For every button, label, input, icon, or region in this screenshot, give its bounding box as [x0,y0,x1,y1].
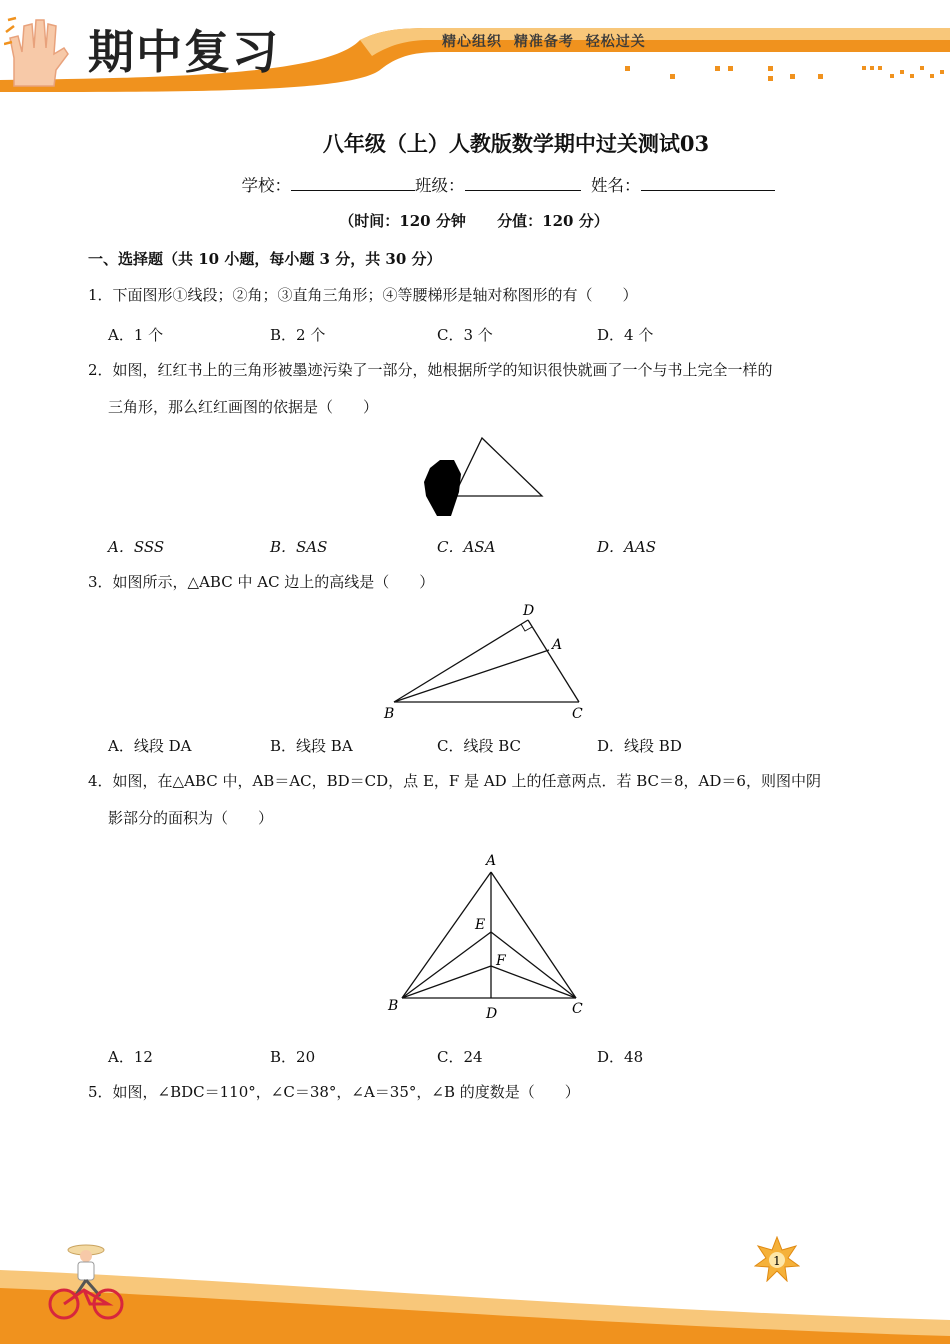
ink-stained-triangle-figure [420,432,550,524]
question-text: 如图，∠BDC＝110°，∠C＝38°，∠A＝35°，∠B 的度数是（ ） [112,1083,580,1101]
q2-option-d: D．AAS [597,538,656,556]
question-text: 如图，在△ABC 中，AB＝AC，BD＝CD，点 E，F 是 AD 上的任意两点．若 BC＝8，AD＝6，则图中阴 [112,772,821,790]
q3-option-a: A．线段 DA [108,737,192,755]
question-number: 3． [88,573,113,591]
document-title: 八年级（上）人教版数学期中过关测试03 [322,131,710,156]
question-3 [88,573,434,591]
q4-option-b: B．20 [270,1048,316,1066]
label-c: C [572,706,583,722]
question-text: 如图，红红书上的三角形被墨迹污染了一部分，她根据所学的知识很快就画了一个与书上完全一样的 [112,361,773,379]
class-field [465,176,581,191]
label-c: C [572,1001,583,1017]
label-d: D [523,603,535,619]
name-field [641,176,775,191]
q4-option-d: D．48 [597,1048,644,1066]
footer-banner [0,1240,950,1344]
time-info: （时间：120 分钟 [339,212,466,230]
question-number: 5． [88,1083,113,1101]
section-title: 一、选择题（共 10 小题，每小题 3 分，共 30 分） [88,250,442,268]
header-slogan: 精心组织 精准备考 轻松过关 [442,34,646,50]
q4-option-c: C．24 [437,1048,483,1066]
score-info: 分值：120 分） [497,212,609,230]
page-number: 1 [773,1254,781,1268]
isosceles-triangle-shaded-figure [380,848,590,1026]
question-5 [88,1083,580,1101]
label-b: B [384,706,395,722]
q1-option-b: B．2 个 [270,326,326,344]
q2-option-b: B．SAS [270,538,328,556]
question-text: 下面图形①线段；②角；③直角三角形；④等腰梯形是轴对称图形的有（ ） [112,286,638,304]
school-label: 学校： [241,176,291,195]
label-a: A [552,637,563,653]
q2-option-c: C．ASA [437,538,496,556]
q4-option-a: A．12 [108,1048,153,1066]
label-b: B [388,998,399,1014]
question-number: 4． [88,772,113,790]
q1-option-c: C．3 个 [437,326,493,344]
q1-option-d: D．4 个 [597,326,654,344]
school-field [291,176,415,191]
time-score-line [0,210,948,231]
question-2-line-2: 三角形，那么红红画图的依据是（ ） [108,398,379,416]
question-number: 2． [88,361,113,379]
question-4-line-2: 影部分的面积为（ ） [108,809,274,827]
question-text: 如图所示，△ABC 中 AC 边上的高线是（ ） [112,573,435,591]
class-label: 班级： [415,176,465,195]
triangle-altitude-figure [380,600,590,724]
brand-title: 期中复习 [88,25,280,79]
label-d: D [486,1006,498,1022]
raised-fist-icon [4,8,74,96]
question-number: 1． [88,286,113,304]
label-e: E [475,917,486,933]
question-2-line-1 [88,361,773,379]
label-a: A [486,853,497,869]
q1-option-a: A．1 个 [108,326,164,344]
q3-option-c: C．线段 BC [437,737,522,755]
question-1 [88,286,638,304]
q2-option-a: A．SSS [108,538,165,556]
q3-option-d: D．线段 BD [597,737,682,755]
student-info-line [0,172,950,196]
cyclist-icon [44,1240,128,1324]
name-label: 姓名： [591,176,641,195]
question-4-line-1 [88,772,821,790]
q3-option-b: B．线段 BA [270,737,353,755]
page-number-badge [754,1236,800,1282]
label-f: F [496,953,506,969]
